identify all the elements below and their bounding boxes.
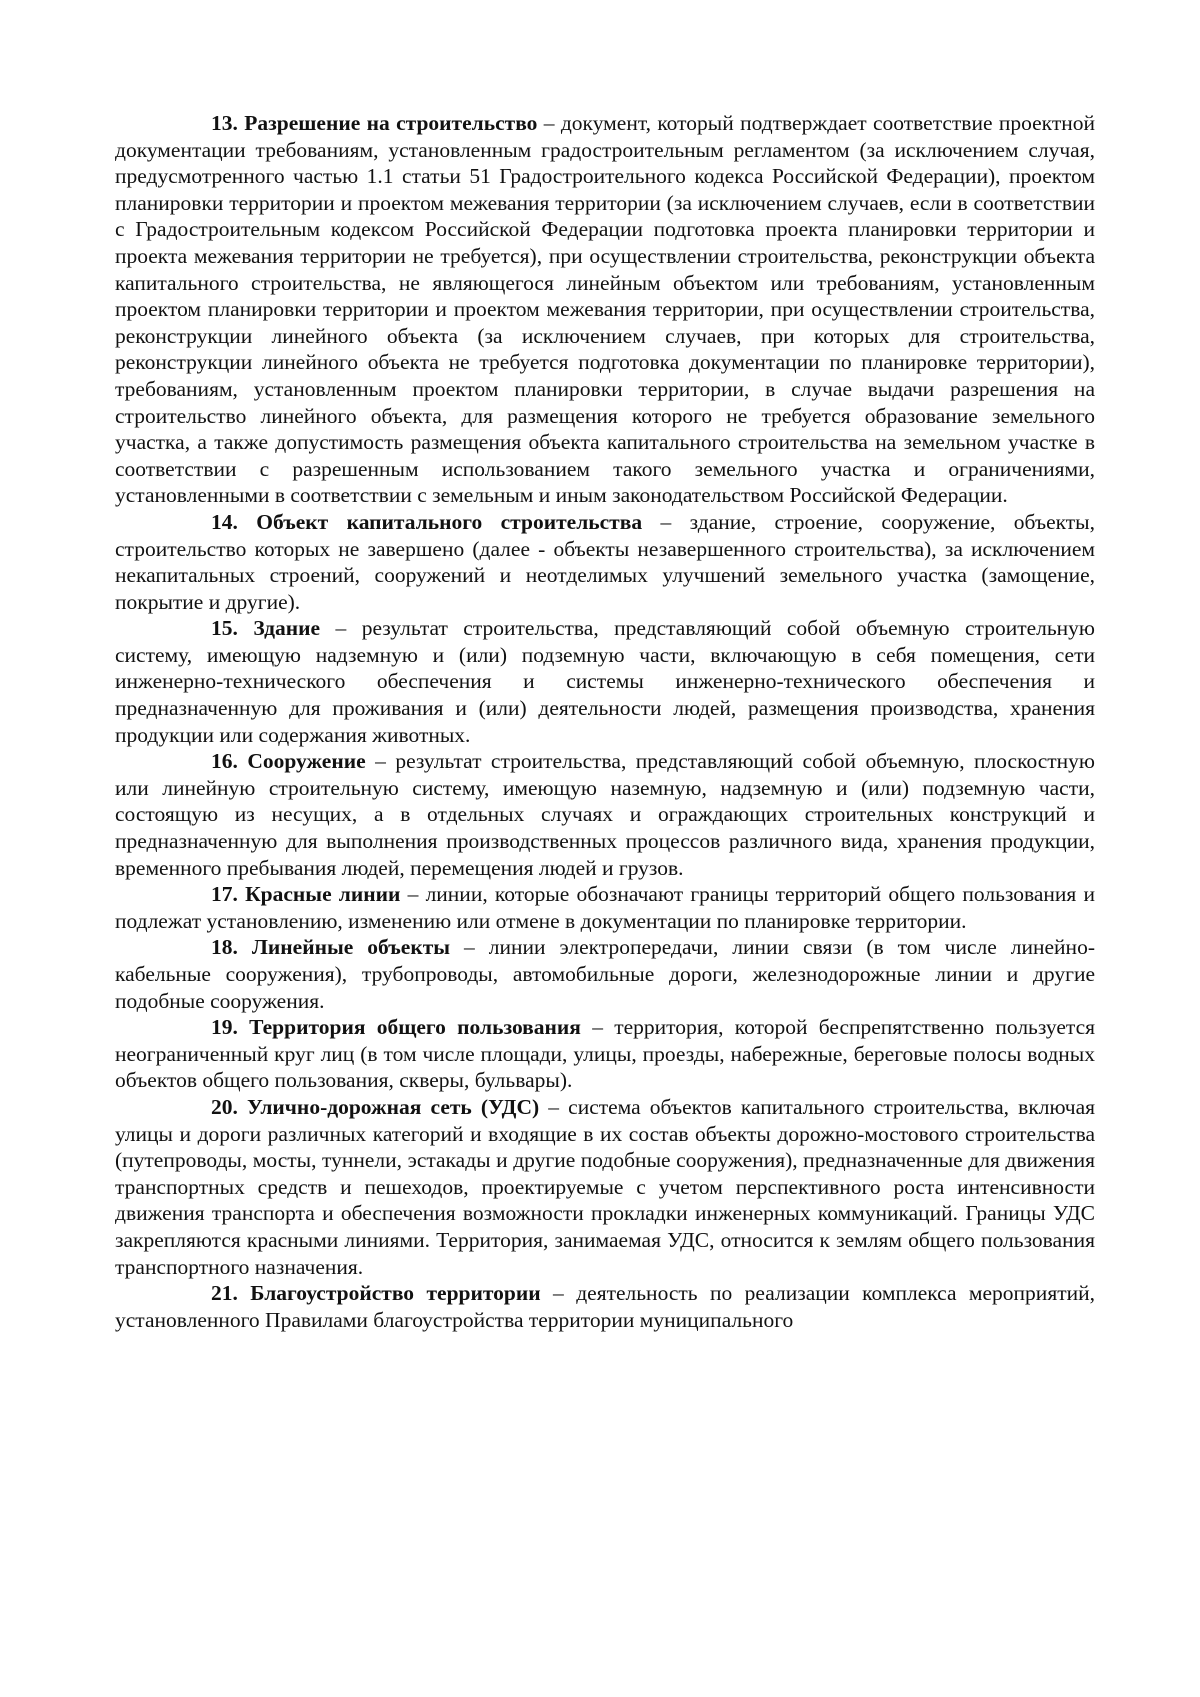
term-17: 17. Красные линии	[211, 882, 401, 907]
term-15: 15. Здание	[211, 616, 321, 641]
definition-19-text: – территория, которой беспрепятственно пользуется неограниченный круг лиц (в том числе площади, улицы, проезды, набережные, береговые полосы водных объектов общего пользования, скверы, бульвары).	[115, 1015, 1096, 1093]
definition-14	[115, 509, 1095, 615]
term-14: 14. Объект капитального строительства	[211, 509, 643, 534]
definition-15	[115, 615, 1095, 748]
definition-17-text: – линии, которые обозначают границы территорий общего пользования и подлежат установлению, изменению или отмене в документации по планировке территории.	[115, 882, 1096, 933]
definition-13	[115, 110, 1095, 509]
document-page	[115, 110, 1095, 1333]
definition-17	[115, 881, 1095, 934]
term-20: 20. Улично-дорожная сеть (УДС)	[211, 1094, 540, 1119]
definition-18	[115, 934, 1095, 1014]
term-18: 18. Линейные объекты	[211, 935, 451, 960]
definition-14-text: – здание, строение, сооружение, объекты, строительство которых не завершено (далее - объекты незавершенного строительства), за исключением некапитальных строений, сооружений и неотделимых улучшений земельного участка (замощение, покрытие и другие).	[115, 509, 1095, 614]
definition-13-text: – документ, который подтверждает соответствие проектной документации требованиям, установленным градостроительным регламентом (за исключением случая, предусмотренного частью 1.1 статьи 51 Градостроительного кодекса Российской Федерации), проектом планировки территории и проектом межевания территории (за исключением случаев, если в соответствии с Градостроительным кодексом Российской Федерации подготовка проекта планировки территории и проекта межевания территории не требуется), при осуществлении строительства, реконструкции объекта капитального строительства, не являющегося линейным объектом или требованиям, установленным проектом планировки территории и проектом межевания территории, при осуществлении строительства, реконструкции линейного объекта (за исключением случаев, при которых для строительства, реконструкции линейного объекта не требуется подготовка документации по планировке территории), требованиям, установленным проектом планировки территории, в случае выдачи разрешения на строительство линейного объекта, для размещения которого не требуется образование земельного участка, а также допустимость размещения объекта капитального строительства на земельном участке в соответствии с разрешенным использованием такого земельного участка и ограничениями, установленными в соответствии с земельным и иным законодательством Российской Федерации.	[115, 111, 1095, 508]
definition-15-text: – результат строительства, представляющий собой объемную строительную систему, имеющую надземную и (или) подземную части, включающую в себя помещения, сети инженерно-технического обеспечения и системы инженерно-технического обеспечения и предназначенную для проживания и (или) деятельности людей, размещения производства, хранения продукции или содержания животных.	[115, 616, 1095, 747]
definition-18-text: – линии электропередачи, линии связи (в том числе линейно-кабельные сооружения), трубопроводы, автомобильные дороги, железнодорожные линии и другие подобные сооружения.	[115, 935, 1095, 1013]
term-13: 13. Разрешение на строительство	[211, 111, 538, 135]
definition-19	[115, 1014, 1095, 1094]
definition-21	[115, 1280, 1095, 1333]
definition-20-text: – система объектов капитального строительства, включая улицы и дороги различных категорий и входящие в их состав объекты дорожно-мостового строительства (путепроводы, мосты, туннели, эстакады и другие подобные сооружения), предназначенные для движения транспортных средств и пешеходов, проектируемые с учетом перспективного роста интенсивности движения транспорта и обеспечения возможности прокладки инженерных коммуникаций. Границы УДС закрепляются красными линиями. Территория, занимаемая УДС, относится к землям общего пользования транспортного назначения.	[115, 1094, 1095, 1279]
term-21: 21. Благоустройство территории	[211, 1281, 541, 1306]
definition-21-text: – деятельность по реализации комплекса мероприятий, установленного Правилами благоустройства территории муниципального	[115, 1281, 1095, 1332]
definition-16	[115, 748, 1095, 881]
definition-16-text: – результат строительства, представляющий собой объемную, плоскостную или линейную строительную систему, имеющую наземную, надземную и (или) подземную части, состоящую из несущих, а в отдельных случаях и ограждающих строительных конструкций и предназначенную для выполнения производственных процессов различного вида, хранения продукции, временного пребывания людей, перемещения людей и грузов.	[115, 749, 1095, 880]
definition-20	[115, 1094, 1095, 1280]
term-16: 16. Сооружение	[211, 749, 366, 774]
term-19: 19. Территория общего пользования	[211, 1015, 581, 1040]
